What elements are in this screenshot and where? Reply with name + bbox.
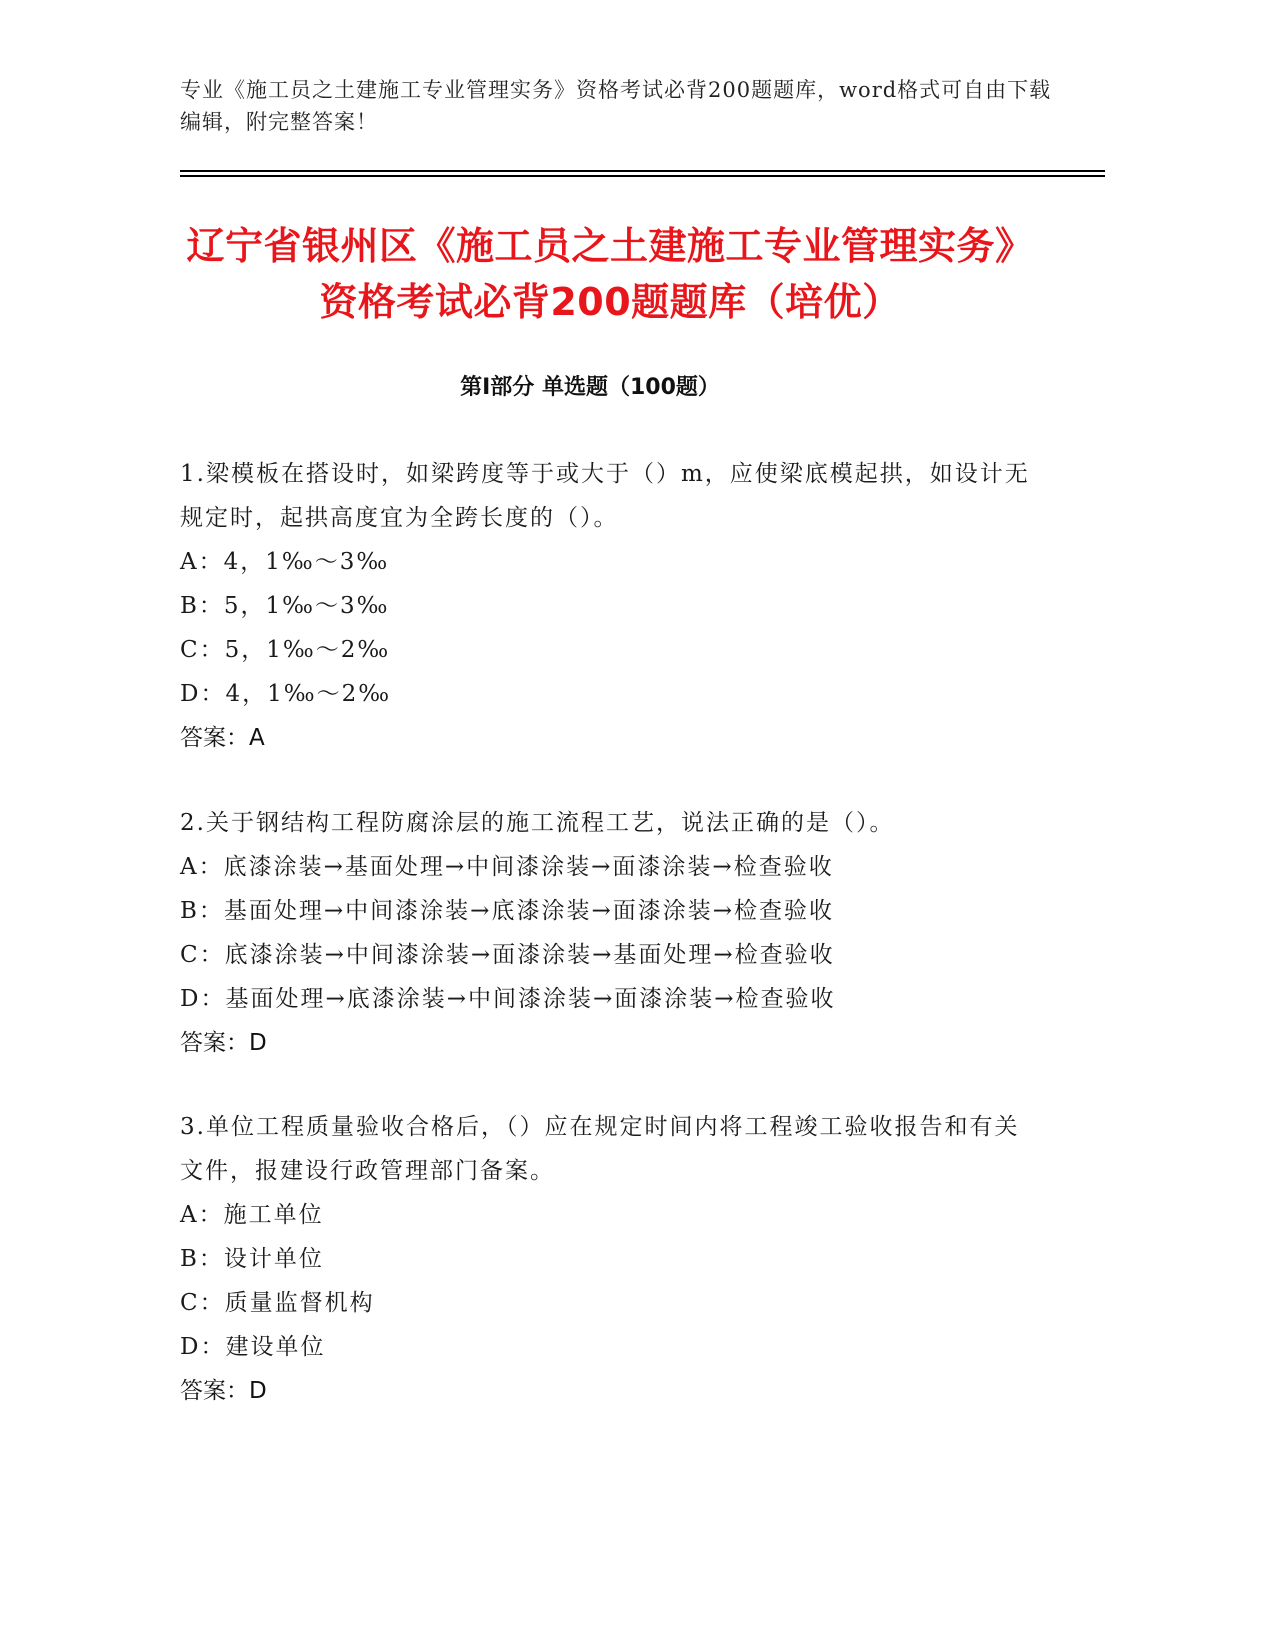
answer-label: 答案：D xyxy=(180,1378,267,1404)
option-c: C：底漆涂装→中间漆涂装→面漆涂装→基面处理→检查验收 xyxy=(180,942,835,968)
header-divider-top xyxy=(180,170,1105,172)
option-b: B：设计单位 xyxy=(180,1246,324,1272)
question-2 xyxy=(180,801,1040,1065)
answer-label: 答案：D xyxy=(180,1030,267,1056)
option-a: A：施工单位 xyxy=(180,1202,324,1228)
option-a: A：4，1‰～3‰ xyxy=(180,549,390,575)
question-text: 2.关于钢结构工程防腐涂层的施工流程工艺，说法正确的是（）。 xyxy=(180,810,895,836)
option-c: C：质量监督机构 xyxy=(180,1290,375,1316)
document-title: 辽宁省银州区《施工员之土建施工专业管理实务》资格考试必背200题题库（培优） xyxy=(186,224,1034,324)
option-c: C：5，1‰～2‰ xyxy=(180,637,391,663)
option-b: B：5，1‰～3‰ xyxy=(180,593,390,619)
header-note: 专业《施工员之土建施工专业管理实务》资格考试必背200题题库，word格式可自由下载编辑，附完整答案！ xyxy=(180,78,1052,134)
option-a: A：底漆涂装→基面处理→中间漆涂装→面漆涂装→检查验收 xyxy=(180,854,834,880)
section-title: 第Ⅰ部分 单选题（100题） xyxy=(460,375,720,400)
question-3 xyxy=(180,1105,1040,1413)
question-1 xyxy=(180,452,1040,760)
header-divider-bottom xyxy=(180,175,1105,177)
option-b: B：基面处理→中间漆涂装→底漆涂装→面漆涂装→检查验收 xyxy=(180,898,834,924)
answer-label: 答案：A xyxy=(180,725,265,751)
option-d: D：建设单位 xyxy=(180,1334,326,1360)
question-text: 1.梁模板在搭设时，如梁跨度等于或大于（）m，应使梁底模起拱，如设计无规定时，起拱高度宜为全跨长度的（）。 xyxy=(180,461,1030,531)
question-text: 3.单位工程质量验收合格后，（）应在规定时间内将工程竣工验收报告和有关文件，报建设行政管理部门备案。 xyxy=(180,1114,1020,1184)
option-d: D：4，1‰～2‰ xyxy=(180,681,392,707)
option-d: D：基面处理→底漆涂装→中间漆涂装→面漆涂装→检查验收 xyxy=(180,986,836,1012)
